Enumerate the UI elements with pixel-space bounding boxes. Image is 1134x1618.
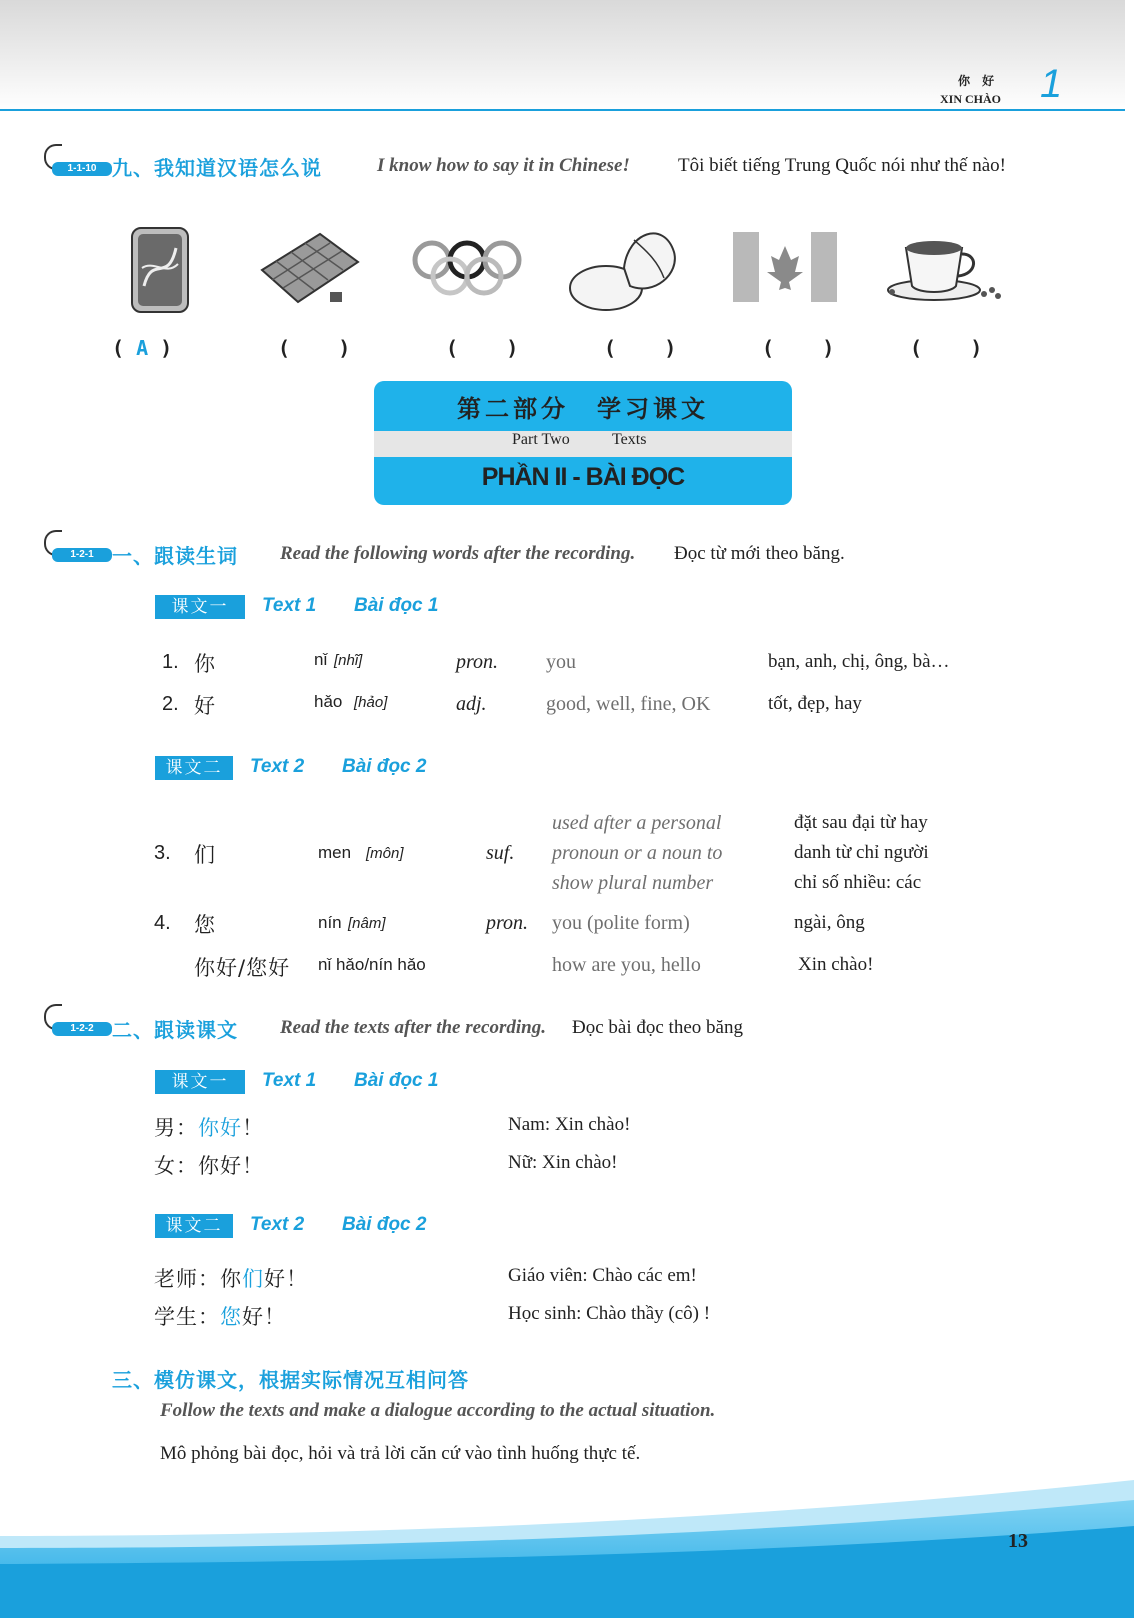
section2-english: Read the texts after the recording. xyxy=(280,1017,546,1038)
answer-slot-1[interactable]: ( A ) xyxy=(112,336,173,360)
word-pos: pron. xyxy=(456,651,499,673)
track-badge: 1-2-2 xyxy=(52,1022,112,1036)
word-sino-viet: [môn] xyxy=(366,845,404,862)
word-english: you xyxy=(546,651,576,673)
header-rule xyxy=(0,109,1125,111)
section1-vietnamese: Đọc từ mới theo băng. xyxy=(674,543,845,564)
word-hanzi: 们 xyxy=(194,843,216,867)
speaker: 学生： xyxy=(154,1305,220,1329)
word-number: 2. xyxy=(162,693,179,715)
word-vietnamese: tốt, đẹp, hay xyxy=(768,693,862,714)
tag-text1-chinese: 课文一 xyxy=(155,595,245,619)
dialogue-line xyxy=(154,1112,264,1142)
word-pinyin: nǐ xyxy=(314,650,328,669)
tag-text2-vietnamese: Bài đọc 2 xyxy=(342,756,427,777)
word-pos: adj. xyxy=(456,693,487,715)
word-number: 1. xyxy=(162,651,179,673)
chocolate-bar-icon xyxy=(258,230,362,312)
word-english: you (polite form) xyxy=(552,912,690,934)
section3-vietnamese: Mô phỏng bài đọc, hỏi và trả lời căn cứ vào tình huống thực tế. xyxy=(160,1443,641,1464)
word-number: 3. xyxy=(154,842,171,864)
answer-slot-4[interactable]: ( ) xyxy=(604,336,677,360)
canada-flag-icon xyxy=(733,230,837,304)
speaker: 男： xyxy=(154,1116,198,1140)
part-two-english-a: Part Two xyxy=(512,431,570,448)
word-hanzi: 你 xyxy=(194,652,216,676)
section2-vietnamese: Đọc bài đọc theo băng xyxy=(572,1017,743,1038)
dialogue-text: 你好 xyxy=(198,1116,242,1140)
section3-english: Follow the texts and make a dialogue according to the actual situation. xyxy=(160,1400,716,1421)
answer-slot-5[interactable]: ( ) xyxy=(762,336,835,360)
tag-text1-vietnamese: Bài đọc 1 xyxy=(354,1070,439,1091)
tag-text1-english: Text 1 xyxy=(262,595,317,616)
tag-text1-english: Text 1 xyxy=(262,1070,317,1091)
phrase-vietnamese: Xin chào! xyxy=(798,954,874,975)
footer-wave xyxy=(0,1470,1134,1618)
speaker: 老师： xyxy=(154,1267,220,1291)
word-english-line: used after a personal xyxy=(552,812,722,834)
word-vietnamese-line: đặt sau đại từ hay xyxy=(794,812,928,833)
word-hanzi: 好 xyxy=(194,694,216,718)
banner-stripe xyxy=(374,431,792,457)
tag-text2-chinese: 课文二 xyxy=(155,1214,233,1238)
dialogue-vietnamese: Nam: Xin chào! xyxy=(508,1114,631,1135)
dialogue-text: 你好！ xyxy=(198,1154,264,1178)
section1-english: Read the following words after the recording. xyxy=(280,543,636,564)
word-english-line: pronoun or a noun to xyxy=(552,842,723,864)
answer-slot-3[interactable]: ( ) xyxy=(446,336,519,360)
answer-value: A xyxy=(136,336,149,360)
phrase-hanzi: 你好/您好 xyxy=(194,956,291,980)
lesson-number: 1 xyxy=(1040,62,1063,106)
word-sino-viet: [nhĩ] xyxy=(334,652,363,669)
phrase-english: how are you, hello xyxy=(552,954,701,976)
dialogue-vietnamese: Giáo viên: Chào các em! xyxy=(508,1265,697,1286)
mango-icon xyxy=(568,222,686,316)
tag-text2-english: Text 2 xyxy=(250,1214,305,1235)
word-english: good, well, fine, OK xyxy=(546,693,711,715)
phrase-pinyin: nǐ hǎo/nín hǎo xyxy=(318,955,426,974)
header-chinese: 你 好 xyxy=(958,74,999,88)
word-sino-viet: [nâm] xyxy=(348,915,386,932)
word-pinyin: men xyxy=(318,843,352,862)
tag-text2-vietnamese: Bài đọc 2 xyxy=(342,1214,427,1235)
word-vietnamese-line: danh từ chỉ người xyxy=(794,842,929,863)
olympic-rings-icon xyxy=(410,236,524,298)
answer-slot-6[interactable]: ( ) xyxy=(910,336,983,360)
coffee-cup-icon xyxy=(884,232,1008,314)
word-pinyin: nín xyxy=(318,913,342,932)
part-two-english-b: Texts xyxy=(612,431,647,448)
section1-chinese: 一、跟读生词 xyxy=(112,544,238,568)
answer-slot-2[interactable]: ( ) xyxy=(278,336,351,360)
word-vietnamese: ngài, ông xyxy=(794,912,865,933)
part-two-banner xyxy=(374,381,792,505)
section2-chinese: 二、跟读课文 xyxy=(112,1018,238,1042)
dialogue-punct: ！ xyxy=(242,1116,264,1140)
word-sino-viet: [hảo] xyxy=(354,694,388,711)
word-pos: pron. xyxy=(486,912,529,934)
word-vietnamese-line: chỉ số nhiều: các xyxy=(794,872,922,893)
dialogue-line xyxy=(154,1150,264,1180)
word-number: 4. xyxy=(154,912,171,934)
track-badge: 1-1-10 xyxy=(52,162,112,176)
section9-english: I know how to say it in Chinese! xyxy=(377,155,630,176)
tag-text1-vietnamese: Bài đọc 1 xyxy=(354,595,439,616)
track-badge: 1-2-1 xyxy=(52,548,112,562)
word-pos: suf. xyxy=(486,842,515,864)
header-title: XIN CHÀO xyxy=(940,92,1002,106)
dialogue-line: 老师：你们好！ xyxy=(154,1267,308,1291)
speaker: 女： xyxy=(154,1154,198,1178)
section3-chinese: 三、模仿课文，根据实际情况互相问答 xyxy=(112,1368,469,1392)
word-hanzi: 您 xyxy=(194,913,216,937)
part-two-vietnamese: PHẦN II - BÀI ĐỌC xyxy=(481,463,685,491)
section9-vietnamese: Tôi biết tiếng Trung Quốc nói như thế nào! xyxy=(678,155,1006,176)
cola-can-icon xyxy=(120,224,200,316)
tag-text2-chinese: 课文二 xyxy=(155,756,233,780)
dialogue-vietnamese: Học sinh: Chào thầy (cô) ! xyxy=(508,1303,711,1324)
part-two-chinese: 第二部分 学习课文 xyxy=(457,395,709,423)
word-vietnamese: bạn, anh, chị, ông, bà… xyxy=(768,651,950,672)
word-pinyin: hǎo xyxy=(314,692,343,711)
section9-chinese: 九、我知道汉语怎么说 xyxy=(112,156,322,180)
word-english-line: show plural number xyxy=(552,872,714,894)
dialogue-vietnamese: Nữ: Xin chào! xyxy=(508,1152,618,1173)
dialogue-line: 学生：您好！ xyxy=(154,1305,286,1329)
tag-text1-chinese: 课文一 xyxy=(155,1070,245,1094)
tag-text2-english: Text 2 xyxy=(250,756,305,777)
page-number: 13 xyxy=(1008,1530,1028,1552)
